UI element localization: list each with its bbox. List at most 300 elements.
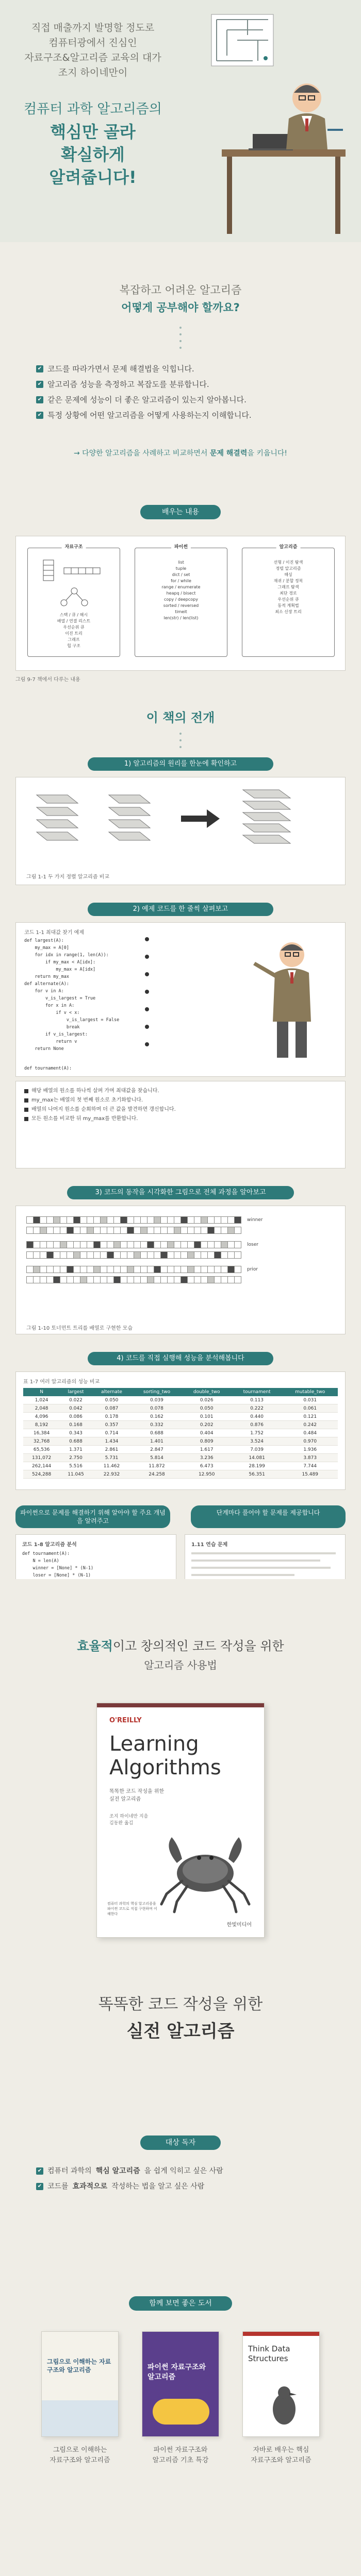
grid-cell bbox=[40, 1241, 47, 1248]
grid-cell bbox=[120, 1227, 127, 1234]
learn-line: 이진 트리 bbox=[65, 631, 83, 636]
table-cell: 1.936 bbox=[282, 1446, 338, 1454]
step-panel-1 bbox=[15, 777, 346, 885]
grid-cell bbox=[60, 1216, 67, 1224]
audience-item bbox=[36, 2163, 325, 2179]
recommended-cover-title: 그림으로 이해하는 자료구조와 알고리즘 bbox=[47, 2358, 111, 2374]
grid-cell bbox=[73, 1266, 80, 1273]
grid-cell bbox=[40, 1251, 47, 1259]
recommended-book-cover bbox=[41, 2331, 119, 2437]
cover-heading-bold: 효율적 bbox=[77, 1639, 113, 1653]
grid-cell bbox=[100, 1241, 107, 1248]
grid-cell bbox=[201, 1216, 208, 1224]
grid-cell bbox=[134, 1251, 141, 1259]
table-cell: 0.809 bbox=[182, 1437, 232, 1446]
table-cell: 0.042 bbox=[60, 1404, 91, 1413]
grid-cell bbox=[207, 1227, 215, 1234]
learn-line: tuple bbox=[175, 566, 187, 571]
recommended-book-cover bbox=[242, 2331, 320, 2437]
grid-cell bbox=[120, 1216, 127, 1224]
grid-cell bbox=[107, 1241, 114, 1248]
grid-cell bbox=[194, 1241, 201, 1248]
recommended-book[interactable] bbox=[142, 2331, 219, 2466]
table-cell: 0.121 bbox=[282, 1413, 338, 1421]
grid-cell bbox=[40, 1266, 47, 1273]
grid-cell bbox=[87, 1276, 94, 1283]
grid-cell bbox=[33, 1266, 40, 1273]
learn-line: 그래프 bbox=[68, 637, 80, 642]
recommended-cover-title: 파이썬 자료구조와 알고리즘 bbox=[147, 2363, 206, 2381]
grid-cell bbox=[140, 1216, 147, 1224]
table-cell: 524,288 bbox=[23, 1470, 60, 1479]
table-cell: 14.081 bbox=[232, 1454, 283, 1462]
table-cell: 0.026 bbox=[182, 1396, 232, 1404]
grid-cell bbox=[113, 1241, 121, 1248]
recommended-books bbox=[41, 2331, 320, 2466]
grid-cell bbox=[234, 1276, 241, 1283]
step-1-caption: 그림 1-1 두 가지 정렬 알고리즘 비교 bbox=[26, 874, 109, 880]
table-cell: 5.731 bbox=[92, 1454, 132, 1462]
grid-row bbox=[26, 1241, 336, 1248]
grid-cell bbox=[234, 1227, 241, 1234]
book-title-line: Learning bbox=[109, 1732, 199, 1756]
table-cell: 0.113 bbox=[232, 1396, 283, 1404]
recommended-caption-line: 자바로 배우는 핵심 bbox=[253, 2446, 309, 2454]
learn-line: range / enumerate bbox=[161, 585, 201, 589]
dots-divider bbox=[0, 327, 361, 349]
grid-cell bbox=[140, 1276, 147, 1283]
recommended-caption-line: 자료구조와 알고리즘 bbox=[50, 2456, 110, 2464]
table-cell: 0.222 bbox=[232, 1404, 283, 1413]
question-title bbox=[0, 242, 361, 316]
grid-cell bbox=[80, 1227, 87, 1234]
recommended-book[interactable] bbox=[41, 2331, 119, 2466]
grid-cell bbox=[26, 1276, 34, 1283]
code-line: return my_max bbox=[24, 974, 69, 979]
grid-cell bbox=[214, 1241, 221, 1248]
table-row bbox=[23, 1429, 338, 1437]
table-cell: 32,768 bbox=[23, 1437, 60, 1446]
grid-cell bbox=[67, 1251, 74, 1259]
grid-cell bbox=[214, 1251, 221, 1259]
audience-text: 을 쉽게 익히고 싶은 사람 bbox=[144, 2167, 223, 2175]
grid-cell bbox=[46, 1216, 54, 1224]
grid-cell bbox=[167, 1266, 174, 1273]
grid-row-label: prior bbox=[247, 1267, 258, 1272]
grid-cell bbox=[60, 1266, 67, 1273]
grid-row bbox=[26, 1276, 336, 1283]
grid-cell bbox=[40, 1227, 47, 1234]
grid-cell bbox=[93, 1241, 101, 1248]
grid-cell bbox=[154, 1227, 161, 1234]
table-row bbox=[23, 1421, 338, 1429]
grid-cell bbox=[73, 1216, 80, 1224]
hero-headline bbox=[0, 98, 186, 189]
grid-cell bbox=[160, 1227, 168, 1234]
learn-line: dict / set bbox=[172, 572, 190, 577]
grid-cell bbox=[80, 1266, 87, 1273]
grid-cell bbox=[194, 1266, 201, 1273]
table-cell: 0.101 bbox=[182, 1413, 232, 1421]
tournament-grid bbox=[26, 1216, 336, 1291]
code-line: def tournament(A): bbox=[24, 1066, 72, 1071]
grid-cell bbox=[201, 1276, 208, 1283]
check-icon: ✔ bbox=[36, 412, 43, 419]
grid-cell bbox=[53, 1276, 60, 1283]
crab-illustration bbox=[154, 1827, 257, 1914]
grid-cell bbox=[154, 1216, 161, 1224]
professor-illustration bbox=[217, 67, 351, 237]
table-body bbox=[23, 1396, 338, 1479]
grid-cell bbox=[127, 1251, 134, 1259]
table-header-row bbox=[23, 1388, 338, 1396]
table-cell: 7.744 bbox=[282, 1462, 338, 1470]
code-listing-2-peek bbox=[24, 1065, 72, 1072]
note-item bbox=[24, 1114, 176, 1124]
grid-cell bbox=[194, 1251, 201, 1259]
table-cell: 0.162 bbox=[132, 1413, 182, 1421]
grid-cell bbox=[80, 1216, 87, 1224]
grid-cell bbox=[227, 1276, 235, 1283]
table-header-cell: largest bbox=[60, 1388, 91, 1396]
grid-cell bbox=[80, 1276, 87, 1283]
final-title-line-1: 똑똑한 코드 작성을 위한 bbox=[98, 1995, 263, 2013]
code-bullets bbox=[145, 937, 149, 1046]
note-item bbox=[24, 1105, 176, 1114]
audience-item bbox=[36, 2179, 325, 2194]
grid-cell bbox=[194, 1276, 201, 1283]
step-panel-4 bbox=[15, 1371, 346, 1490]
grid-cell bbox=[87, 1266, 94, 1273]
check-icon: ✔ bbox=[36, 365, 43, 372]
hero-headline-line: 핵심만 골라 bbox=[50, 122, 136, 142]
hero-headline-line: 확실하게 bbox=[61, 145, 125, 164]
table-cell: 2.847 bbox=[132, 1446, 182, 1454]
grid-cell bbox=[174, 1216, 181, 1224]
final-title-line-2: 실전 알고리즘 bbox=[126, 2021, 235, 2042]
grid-cell bbox=[26, 1216, 34, 1224]
step-chip-5a: 파이썬으로 문제를 해결하기 위해 알아야 할 주요 개념을 알려주고 bbox=[15, 1505, 170, 1528]
step-3-caption: 그림 1-10 토너먼트 트리를 배열로 구현한 모습 bbox=[26, 1326, 133, 1331]
table-cell: 2.750 bbox=[60, 1454, 91, 1462]
learn-line: 정렬 알고리즘 bbox=[275, 566, 301, 571]
learn-column-algorithms bbox=[242, 545, 335, 657]
learn-line: 우선순위 큐 bbox=[63, 625, 85, 630]
hero-intro-line: 조지 하이네만이 bbox=[58, 67, 128, 78]
grid-cell bbox=[227, 1266, 235, 1273]
book-title bbox=[109, 1732, 221, 1780]
grid-cell bbox=[40, 1216, 47, 1224]
hero-copy bbox=[0, 21, 186, 189]
grid-cell bbox=[113, 1251, 121, 1259]
grid-cell bbox=[40, 1276, 47, 1283]
table-cell: 0.039 bbox=[132, 1396, 182, 1404]
check-item bbox=[36, 392, 325, 408]
learn-diagram bbox=[15, 536, 346, 671]
table-header-cell: sorting_two bbox=[132, 1388, 182, 1396]
table-cell: 0.078 bbox=[132, 1404, 182, 1413]
grid-cell bbox=[67, 1276, 74, 1283]
grid-cell bbox=[221, 1227, 228, 1234]
grid-cell bbox=[147, 1276, 154, 1283]
code-line: if v_is_largest: bbox=[24, 1032, 88, 1037]
learn-line: 그래프 탐색 bbox=[277, 585, 299, 589]
table-row bbox=[23, 1404, 338, 1413]
table-cell: 0.688 bbox=[60, 1437, 91, 1446]
note-item bbox=[24, 1087, 176, 1096]
check-icon: ✔ bbox=[36, 2167, 43, 2175]
grid-cell bbox=[113, 1276, 121, 1283]
question-section bbox=[0, 242, 361, 505]
learn-line: 해싱 bbox=[284, 572, 292, 577]
table-header-cell: double_two bbox=[182, 1388, 232, 1396]
table-header-cell: alternate bbox=[92, 1388, 132, 1396]
grid-cell bbox=[67, 1241, 74, 1248]
grid-cell bbox=[227, 1227, 235, 1234]
table-cell: 0.440 bbox=[232, 1413, 283, 1421]
table-row bbox=[23, 1470, 338, 1479]
recommended-caption-line: 그림으로 이해하는 bbox=[53, 2446, 107, 2454]
learn-line: timeit bbox=[175, 609, 187, 614]
audience-section bbox=[0, 2094, 361, 2286]
table-cell: 262,144 bbox=[23, 1462, 60, 1470]
table-cell: 0.050 bbox=[182, 1404, 232, 1413]
learn-column-python bbox=[135, 545, 227, 657]
grid-cell bbox=[120, 1241, 127, 1248]
grid-cell bbox=[174, 1266, 181, 1273]
table-cell: 1.371 bbox=[60, 1446, 91, 1454]
hero-intro-line: 직접 매출까지 발명할 정도로 bbox=[31, 22, 155, 33]
cover-heading-rest: 이고 창의적인 코드 작성을 위한 bbox=[112, 1639, 284, 1653]
code-line: if v < x: bbox=[24, 1010, 80, 1015]
grid-cell bbox=[26, 1227, 34, 1234]
grid-cell bbox=[134, 1276, 141, 1283]
learn-pill: 배우는 내용 bbox=[140, 505, 221, 519]
grid-cell bbox=[73, 1276, 80, 1283]
learn-line: 우선순위 큐 bbox=[277, 597, 299, 602]
grid-cell bbox=[120, 1266, 127, 1273]
grid-cell bbox=[87, 1251, 94, 1259]
checklist bbox=[36, 361, 325, 423]
summary-pre: → 다양한 알고리즘을 사례하고 비교하면서 bbox=[73, 449, 210, 457]
table-cell: 3.236 bbox=[182, 1454, 232, 1462]
table-cell: 15.489 bbox=[282, 1470, 338, 1479]
table-row bbox=[23, 1396, 338, 1404]
recommended-caption bbox=[242, 2445, 320, 2466]
book-cover bbox=[96, 1703, 265, 1938]
learn-column-datastructures bbox=[27, 545, 120, 657]
grid-cell bbox=[127, 1241, 134, 1248]
table-cell: 4,096 bbox=[23, 1413, 60, 1421]
grid-cell bbox=[174, 1276, 181, 1283]
table-cell: 0.876 bbox=[232, 1421, 283, 1429]
grid-cell bbox=[147, 1227, 154, 1234]
grid-cell bbox=[214, 1227, 221, 1234]
composition-section bbox=[0, 703, 361, 1579]
grid-cell bbox=[113, 1216, 121, 1224]
grid-cell bbox=[80, 1251, 87, 1259]
grid-cell bbox=[160, 1216, 168, 1224]
grid-cell bbox=[221, 1241, 228, 1248]
table-cell: 8,192 bbox=[23, 1421, 60, 1429]
grid-cell bbox=[221, 1251, 228, 1259]
table-cell: 0.484 bbox=[282, 1429, 338, 1437]
grid-cell bbox=[87, 1216, 94, 1224]
grid-cell bbox=[167, 1251, 174, 1259]
table-cell: 2,048 bbox=[23, 1404, 60, 1413]
publisher-logo: O'REILLY bbox=[109, 1717, 142, 1724]
book-author-line: 김동완 옮김 bbox=[109, 1821, 134, 1826]
step-chip-4: 4) 코드를 직접 실행해 성능을 분석해봅니다 bbox=[88, 1352, 273, 1365]
learn-line: copy / deepcopy bbox=[164, 597, 198, 602]
step-chip-3: 3) 코드의 동작을 시각화한 그림으로 전체 과정을 알아보고 bbox=[67, 1186, 294, 1199]
learn-line: sorted / reversed bbox=[163, 603, 199, 608]
code-line: def largest(A): bbox=[24, 938, 64, 943]
question-line: 어떻게 공부해야 할까요? bbox=[121, 301, 240, 314]
grid-cell bbox=[46, 1276, 54, 1283]
audience-text: 코드를 bbox=[47, 2182, 69, 2191]
grid-cell bbox=[87, 1227, 94, 1234]
grid-cell bbox=[120, 1251, 127, 1259]
recommended-caption-line: 파이썬 자료구조와 bbox=[153, 2446, 208, 2454]
grid-cell bbox=[67, 1216, 74, 1224]
learn-line: 선형 / 이진 탐색 bbox=[273, 560, 303, 565]
recommended-section bbox=[0, 2286, 361, 2576]
cover-section bbox=[0, 1579, 361, 2094]
grid-row bbox=[26, 1251, 336, 1259]
grid-cell bbox=[134, 1266, 141, 1273]
grid-cell bbox=[207, 1276, 215, 1283]
step-chip-2: 2) 예제 코드를 한 줄씩 살펴보고 bbox=[88, 903, 273, 916]
cover-heading-line-2: 알고리즘 사용법 bbox=[144, 1659, 217, 1671]
grid-cell bbox=[147, 1266, 154, 1273]
recommended-caption-line: 자료구조와 알고리즘 bbox=[251, 2456, 311, 2464]
grid-cell bbox=[46, 1266, 54, 1273]
table-cell: 1.617 bbox=[182, 1446, 232, 1454]
grid-row bbox=[26, 1266, 336, 1273]
code-line: def alternate(A): bbox=[24, 981, 69, 987]
grid-cell bbox=[140, 1251, 147, 1259]
check-text: 알고리즘 성능을 측정하고 복잡도를 분류합니다. bbox=[47, 380, 209, 389]
book-subtitle bbox=[109, 1788, 164, 1803]
grid-cell bbox=[174, 1241, 181, 1248]
grid-cell bbox=[93, 1266, 101, 1273]
grid-cell bbox=[194, 1227, 201, 1234]
table-row bbox=[23, 1446, 338, 1454]
table-cell: 6.473 bbox=[182, 1462, 232, 1470]
learn-caption: 그림 9-7 책에서 다루는 내용 bbox=[15, 677, 80, 683]
grid-cell bbox=[187, 1276, 194, 1283]
grid-cell bbox=[194, 1216, 201, 1224]
grid-cell bbox=[26, 1266, 34, 1273]
table-cell: 28.199 bbox=[232, 1462, 283, 1470]
grid-cell bbox=[100, 1251, 107, 1259]
grid-cell bbox=[180, 1276, 188, 1283]
grid-cell bbox=[80, 1241, 87, 1248]
table-cell: 1.401 bbox=[132, 1437, 182, 1446]
grid-cell bbox=[174, 1227, 181, 1234]
note-text: my_max는 배열의 첫 번째 원소로 초기화합니다. bbox=[31, 1097, 143, 1103]
table-cell: 5.516 bbox=[60, 1462, 91, 1470]
maze-illustration bbox=[201, 9, 284, 71]
grid-cell bbox=[67, 1227, 74, 1234]
hanbit-logo: 한빛미디어 bbox=[226, 1922, 252, 1928]
grid-cell bbox=[227, 1241, 235, 1248]
table-cell: 1.752 bbox=[232, 1429, 283, 1437]
recommended-caption bbox=[41, 2445, 119, 2466]
hero-intro bbox=[0, 21, 186, 80]
table-cell: 3.524 bbox=[232, 1437, 283, 1446]
grid-cell bbox=[207, 1216, 215, 1224]
cover-heading-line-1 bbox=[0, 1636, 361, 1654]
table-cell: 11.045 bbox=[60, 1470, 91, 1479]
learn-line: list bbox=[178, 560, 184, 565]
grid-cell bbox=[234, 1266, 241, 1273]
code-line: v_is_largest = False bbox=[24, 1018, 120, 1023]
grid-cell bbox=[201, 1251, 208, 1259]
code-line: for v in A: bbox=[24, 989, 64, 994]
step-panel-2b bbox=[15, 1081, 346, 1168]
table-cell: 24.258 bbox=[132, 1470, 182, 1479]
check-icon: ✔ bbox=[36, 2183, 43, 2190]
table-cell: 0.087 bbox=[92, 1404, 132, 1413]
grid-cell bbox=[147, 1216, 154, 1224]
check-text: 코드를 따라가면서 문제 해결법을 익힙니다. bbox=[47, 364, 194, 374]
grid-cell bbox=[53, 1251, 60, 1259]
grid-cell bbox=[87, 1241, 94, 1248]
step-panel-2 bbox=[15, 922, 346, 1077]
code-line: if my_max < A[idx]: bbox=[24, 960, 96, 965]
table-cell: 0.202 bbox=[182, 1421, 232, 1429]
grid-cell bbox=[221, 1276, 228, 1283]
grid-cell bbox=[33, 1216, 40, 1224]
grid-cell bbox=[73, 1227, 80, 1234]
table-cell: 5.814 bbox=[132, 1454, 182, 1462]
grid-row bbox=[26, 1227, 336, 1234]
step-chip-1: 1) 알고리즘의 원리를 한눈에 확인하고 bbox=[88, 757, 273, 771]
learn-line: 스택 / 큐 / 해시 bbox=[59, 613, 88, 617]
grid-cell bbox=[147, 1251, 154, 1259]
table-row bbox=[23, 1413, 338, 1421]
question-line: 복잡하고 어려운 알고리즘 bbox=[119, 284, 242, 296]
recommended-book[interactable] bbox=[242, 2331, 320, 2466]
grid-cell bbox=[26, 1241, 34, 1248]
table-row bbox=[23, 1454, 338, 1462]
grid-cell bbox=[221, 1266, 228, 1273]
summary-post: 을 키웁니다! bbox=[247, 449, 288, 457]
recommended-pill: 함께 보면 좋은 도서 bbox=[129, 2296, 232, 2311]
sorting-comparison-figure bbox=[26, 785, 336, 867]
grid-cell bbox=[46, 1251, 54, 1259]
table-cell: 0.688 bbox=[132, 1429, 182, 1437]
step-chip-5b: 단계마다 풀어야 할 문제를 제공합니다 bbox=[191, 1505, 346, 1528]
grid-cell bbox=[73, 1241, 80, 1248]
hero-headline-line: 알려줍니다! bbox=[49, 167, 137, 187]
code-line: for idx in range(1, len(A)): bbox=[24, 953, 109, 958]
learn-line: 최소 신장 트리 bbox=[275, 609, 302, 614]
learn-section bbox=[0, 505, 361, 703]
code-line: break bbox=[24, 1025, 80, 1030]
grid-cell bbox=[154, 1266, 161, 1273]
grid-cell bbox=[221, 1216, 228, 1224]
grid-cell bbox=[167, 1276, 174, 1283]
grid-cell bbox=[46, 1241, 54, 1248]
grid-cell bbox=[60, 1241, 67, 1248]
grid-cell bbox=[201, 1227, 208, 1234]
grid-cell bbox=[140, 1266, 147, 1273]
table-cell: 0.086 bbox=[60, 1413, 91, 1421]
note-text: 배열의 나머지 원소를 순회하며 더 큰 값을 발견하면 갱신합니다. bbox=[31, 1107, 176, 1112]
